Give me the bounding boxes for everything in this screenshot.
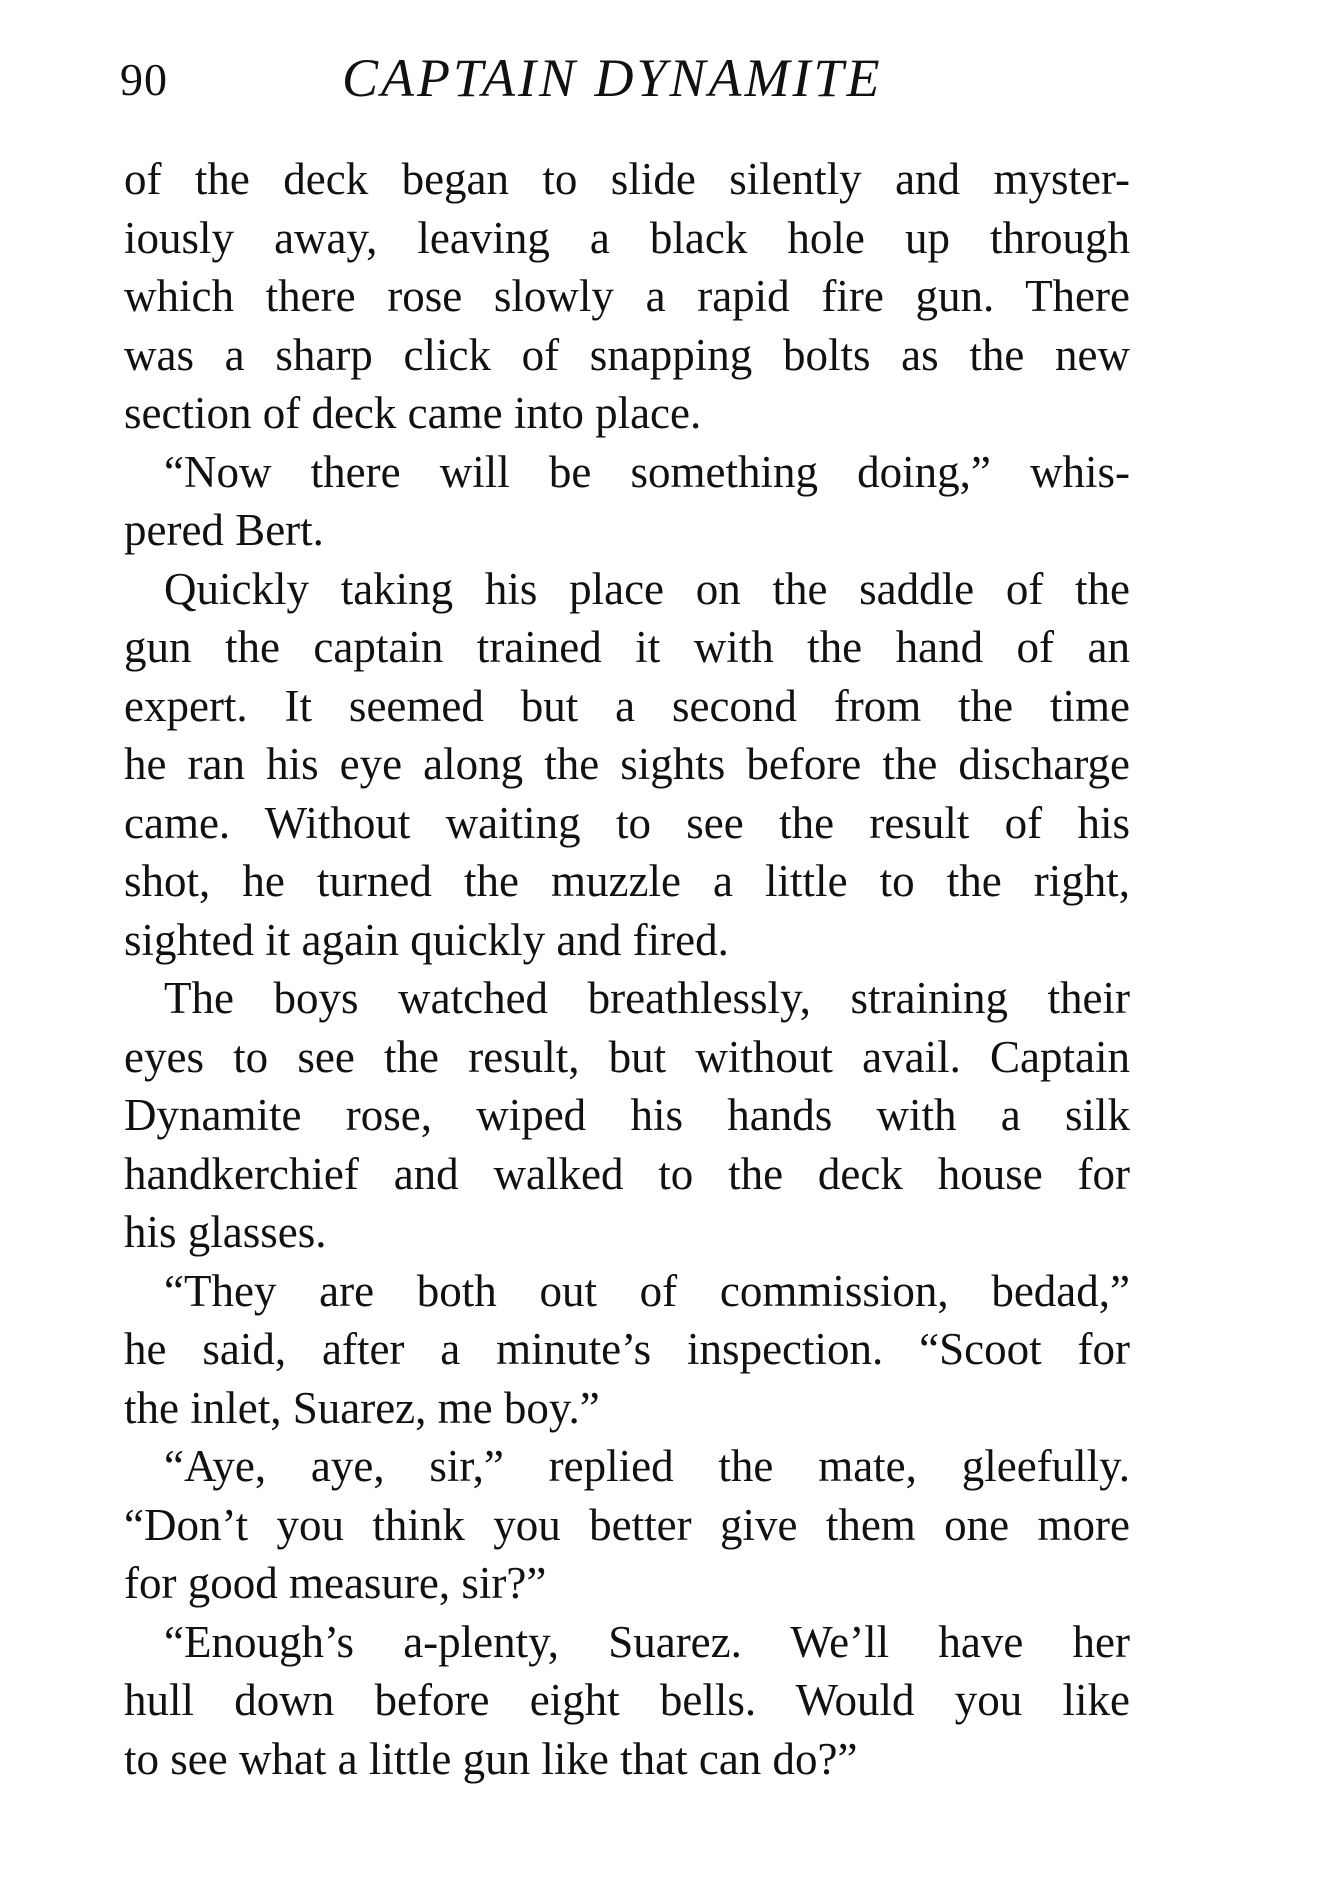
text-line: his glasses. [124, 1207, 327, 1257]
text-line: he ran his eye along the sights before the discharge [124, 739, 1130, 789]
text-line: The boys watched breathlessly, straining their [164, 973, 1130, 1023]
text-line: to see what a little gun like that can do?” [124, 1733, 858, 1784]
text-line: pered Bert. [124, 505, 324, 555]
text-line: which there rose slowly a rapid fire gun. There [124, 271, 1130, 321]
text-line: “Don’t you think you better give them one more [124, 1499, 1130, 1550]
text-line: Quickly taking his place on the saddle of the [164, 563, 1130, 614]
page-number: 90 [120, 54, 168, 105]
text-line: of the deck began to slide silently and myster- [124, 154, 1130, 204]
text-line: “They are both out of commission, bedad,” [164, 1265, 1130, 1316]
text-line: Dynamite rose, wiped his hands with a silk [124, 1090, 1130, 1140]
text-line: eyes to see the result, but without avail. Captain [124, 1031, 1130, 1082]
running-head [120, 46, 1130, 116]
text-line: shot, he turned the muzzle a little to the right, [124, 856, 1130, 906]
text-line: “Aye, aye, sir,” replied the mate, gleefully. [164, 1441, 1130, 1491]
text-line: “Enough’s a-plenty, Suarez. We’ll have her [164, 1616, 1130, 1667]
text-line: came. Without waiting to see the result of his [124, 797, 1130, 848]
text-line: “Now there will be something doing,” whis- [164, 446, 1130, 497]
text-line: was a sharp click of snapping bolts as the new [124, 329, 1130, 380]
text-line: he said, after a minute’s inspection. “Scoot for [124, 1324, 1130, 1374]
text-line: sighted it again quickly and fired. [124, 914, 729, 965]
text-line: hull down before eight bells. Would you like [124, 1675, 1130, 1725]
text-line: the inlet, Suarez, me boy.” [124, 1382, 600, 1433]
text-line: handkerchief and walked to the deck house for [124, 1148, 1130, 1199]
text-line: gun the captain trained it with the hand of an [124, 622, 1130, 672]
text-line: for good measure, sir?” [124, 1558, 547, 1608]
text-line: section of deck came into place. [124, 388, 702, 438]
running-title: CAPTAIN DYNAMITE [342, 48, 883, 108]
text-line: expert. It seemed but a second from the time [124, 680, 1130, 731]
body-text [124, 150, 1130, 1788]
text-line: iously away, leaving a black hole up through [124, 212, 1130, 263]
